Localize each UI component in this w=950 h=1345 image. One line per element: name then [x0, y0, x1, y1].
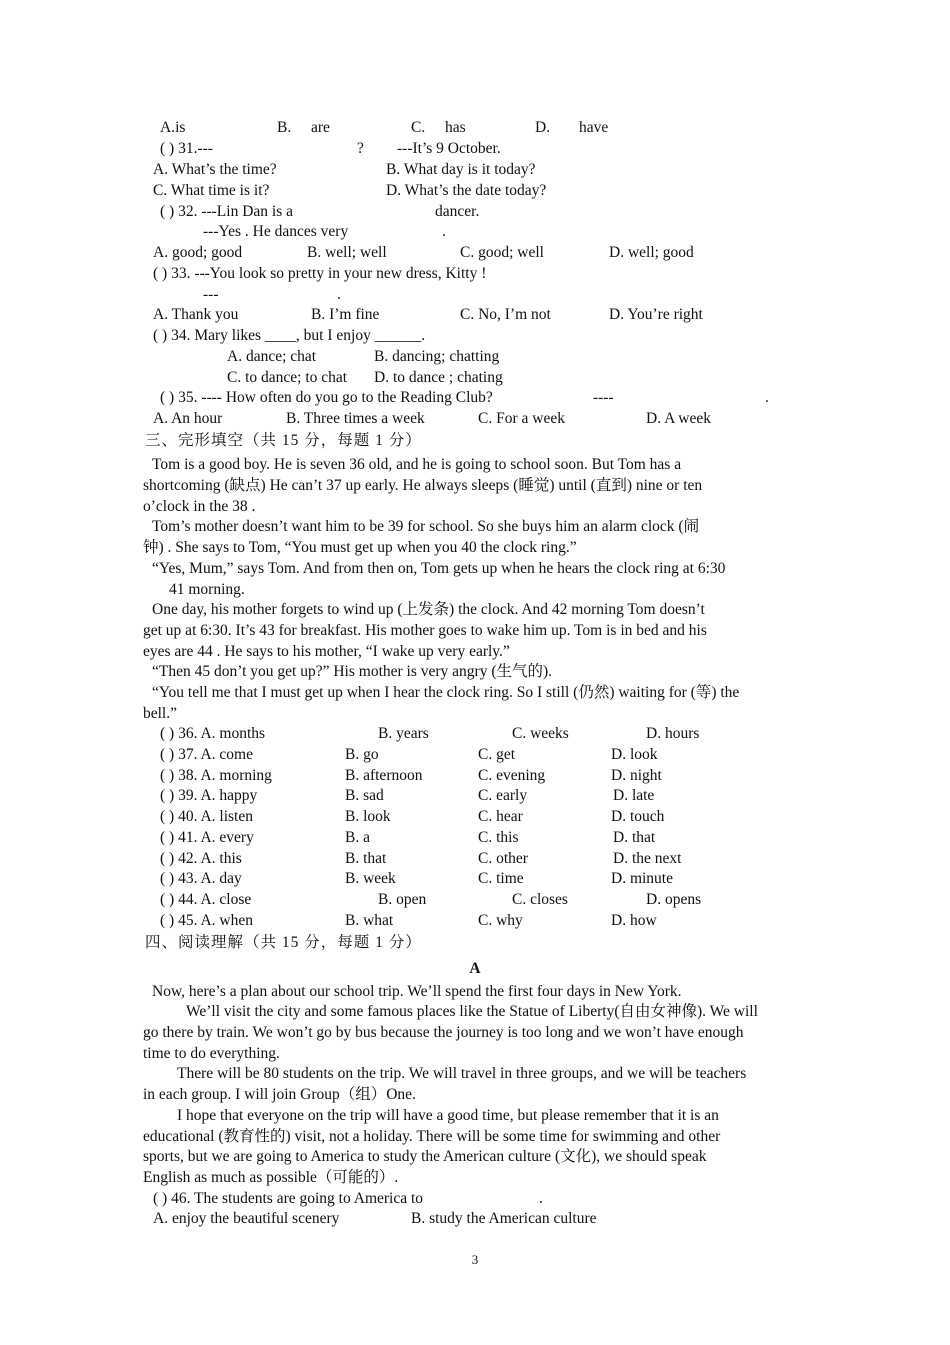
q33-option-d: D. You’re right — [609, 306, 703, 323]
cloze-line: 钟) . She says to Tom, “You must get up when you 40 the clock ring.” — [143, 539, 577, 556]
q31-reply: ---It’s 9 October. — [397, 140, 501, 157]
q46-stem-end: . — [539, 1190, 543, 1207]
option-c: C. hear — [478, 808, 523, 825]
q33-reply-end: . — [337, 286, 341, 303]
passage-line: sports, but we are going to America to study the American culture (文化), we should speak — [143, 1148, 707, 1165]
option-d: D. how — [611, 912, 657, 929]
option-b: B. that — [345, 850, 387, 867]
cloze-line: “You tell me that I must get up when I hear the clock ring. So I still (仍然) waiting for (等) the — [152, 684, 740, 701]
option-a: ( ) 36. A. months — [160, 725, 266, 742]
q31-blank-mark: ? — [357, 140, 364, 157]
section-3-title: 三、完形填空（共 15 分，每题 1 分） — [145, 432, 422, 449]
q46-option-a: A. enjoy the beautiful scenery — [153, 1210, 340, 1227]
option-d: D. late — [613, 787, 655, 804]
passage-line: educational (教育性的) visit, not a holiday. There will be some time for swimming and other — [143, 1128, 721, 1145]
option-c: C. other — [478, 850, 528, 867]
cloze-line: Tom is a good boy. He is seven 36 old, and he is going to school soon. But Tom has a — [152, 456, 682, 473]
cloze-line: One day, his mother forgets to wind up (上发条) the clock. And 42 morning Tom doesn’t — [152, 601, 705, 618]
option-b: B. what — [345, 912, 394, 929]
option-b: B. afternoon — [345, 767, 423, 784]
passage-line: Now, here’s a plan about our school trip. We’ll spend the first four days in New York. — [152, 983, 682, 1000]
q32-reply: ---Yes . He dances very — [203, 223, 349, 240]
option-d: D. opens — [646, 891, 702, 908]
q46-option-b: B. study the American culture — [411, 1210, 597, 1227]
option-b: B. sad — [345, 787, 384, 804]
passage-line: go there by train. We won’t go by bus because the journey is too long and we won’t have enough — [143, 1024, 744, 1041]
option-a: ( ) 39. A. happy — [160, 787, 258, 804]
option-c: C. this — [478, 829, 519, 846]
option-d: D. that — [613, 829, 656, 846]
q30-option-d: have — [579, 119, 609, 136]
q30-option-c: has — [445, 119, 466, 136]
q33-option-b: B. I’m fine — [311, 306, 380, 323]
page-number: 3 — [471, 1252, 479, 1267]
option-a: ( ) 45. A. when — [160, 912, 253, 929]
section-4-title: 四、阅读理解（共 15 分，每题 1 分） — [145, 934, 422, 951]
option-b: B. a — [345, 829, 370, 846]
q30-option-d-letter: D. — [535, 119, 551, 136]
q32-option-a: A. good; good — [153, 244, 243, 261]
passage-line: time to do everything. — [143, 1045, 280, 1062]
passage-line: in each group. I will join Group（组）One. — [143, 1086, 416, 1103]
cloze-line: get up at 6:30. It’s 43 for breakfast. His mother goes to wake him up. Tom is in bed and his — [143, 622, 707, 639]
q31-option-c: C. What time is it? — [153, 182, 270, 199]
cloze-line: o’clock in the 38 . — [143, 498, 256, 515]
cloze-line: shortcoming (缺点) He can’t 37 up early. He always sleeps (睡觉) until (直到) nine or ten — [143, 477, 703, 494]
q31-option-b: B. What day is it today? — [386, 161, 536, 178]
cloze-line: bell.” — [143, 705, 177, 722]
q35-option-c: C. For a week — [478, 410, 565, 427]
passage-line: We’ll visit the city and some famous places like the Statue of Liberty(自由女神像). We will — [186, 1003, 758, 1020]
cloze-line: Tom’s mother doesn’t want him to be 39 for school. So she buys him an alarm clock (闹 — [152, 518, 700, 535]
option-c: C. closes — [512, 891, 568, 908]
q34-option-b: B. dancing; chatting — [374, 348, 500, 365]
q35-stem: ( ) 35. ---- How often do you go to the Reading Club? — [160, 389, 493, 406]
q30-option-b-letter: B. — [277, 119, 292, 136]
q31-option-a: A. What’s the time? — [153, 161, 277, 178]
q30-option-c-letter: C. — [411, 119, 426, 136]
q35-option-b: B. Three times a week — [286, 410, 425, 427]
option-a: ( ) 43. A. day — [160, 870, 242, 887]
option-d: D. minute — [611, 870, 673, 887]
q33-option-c: C. No, I’m not — [460, 306, 551, 323]
q31-stem: ( ) 31.--- — [160, 140, 213, 157]
q30-option-b: are — [311, 119, 330, 136]
q32-option-b: B. well; well — [307, 244, 387, 261]
option-c: C. why — [478, 912, 523, 929]
option-d: D. look — [611, 746, 658, 763]
q33-option-a: A. Thank you — [153, 306, 239, 323]
option-b: B. open — [378, 891, 427, 908]
option-a: ( ) 40. A. listen — [160, 808, 253, 825]
option-b: B. week — [345, 870, 396, 887]
option-b: B. go — [345, 746, 379, 763]
option-c: C. get — [478, 746, 516, 763]
cloze-line: “Then 45 don’t you get up?” His mother is very angry (生气的). — [152, 663, 553, 680]
option-c: C. time — [478, 870, 524, 887]
q34-option-c: C. to dance; to chat — [227, 369, 348, 386]
option-a: ( ) 38. A. morning — [160, 767, 272, 784]
option-c: C. weeks — [512, 725, 569, 742]
option-a: ( ) 44. A. close — [160, 891, 252, 908]
option-c: C. early — [478, 787, 528, 804]
cloze-line: “Yes, Mum,” says Tom. And from then on, Tom gets up when he hears the clock ring at 6:30 — [152, 560, 726, 577]
q34-option-a: A. dance; chat — [227, 348, 317, 365]
q34-option-d: D. to dance ; chating — [374, 369, 503, 386]
q33-reply: --- — [203, 286, 219, 303]
passage-line: English as much as possible（可能的）. — [143, 1169, 399, 1186]
q35-reply-end: . — [765, 389, 769, 406]
q35-option-a: A. An hour — [153, 410, 223, 427]
option-d: D. night — [611, 767, 662, 784]
q32-stem-end: dancer. — [435, 203, 480, 220]
passage-a-title: A — [469, 960, 481, 977]
option-a: ( ) 41. A. every — [160, 829, 254, 846]
q33-stem: ( ) 33. ---You look so pretty in your new dress, Kitty ! — [153, 265, 487, 282]
option-b: B. look — [345, 808, 391, 825]
q32-reply-end: . — [442, 223, 446, 240]
q31-option-d: D. What’s the date today? — [386, 182, 547, 199]
passage-line: I hope that everyone on the trip will have a good time, but please remember that it is an — [177, 1107, 719, 1124]
q32-option-c: C. good; well — [460, 244, 544, 261]
option-d: D. hours — [646, 725, 700, 742]
passage-line: There will be 80 students on the trip. We will travel in three groups, and we will be teachers — [177, 1065, 747, 1082]
option-d: D. touch — [611, 808, 665, 825]
q35-reply: ---- — [593, 389, 614, 406]
q32-stem: ( ) 32. ---Lin Dan is a — [160, 203, 293, 220]
option-a: ( ) 42. A. this — [160, 850, 242, 867]
cloze-line: eyes are 44 . He says to his mother, “I wake up very early.” — [143, 643, 510, 660]
option-d: D. the next — [613, 850, 682, 867]
q35-option-d: D. A week — [646, 410, 712, 427]
q30-option-a: A.is — [160, 119, 186, 136]
option-a: ( ) 37. A. come — [160, 746, 253, 763]
option-c: C. evening — [478, 767, 546, 784]
cloze-line: 41 morning. — [169, 581, 245, 598]
q34-stem: ( ) 34. Mary likes ____, but I enjoy ______. — [153, 327, 426, 344]
option-b: B. years — [378, 725, 429, 742]
q32-option-d: D. well; good — [609, 244, 694, 261]
q46-stem: ( ) 46. The students are going to America to — [153, 1190, 424, 1207]
